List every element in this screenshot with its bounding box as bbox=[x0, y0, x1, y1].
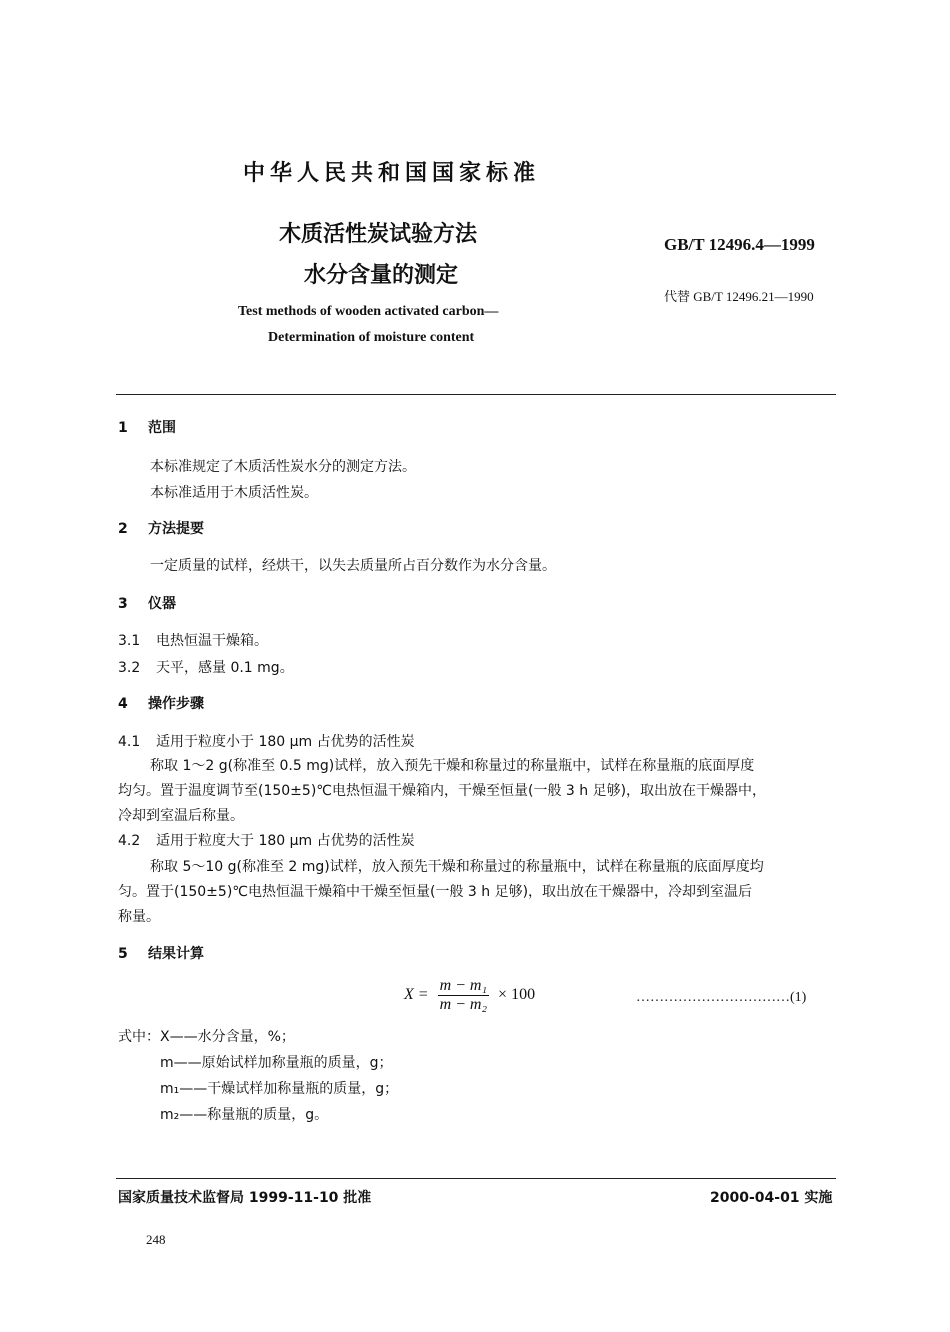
national-standard-heading: 中华人民共和国国家标准 bbox=[243, 161, 541, 186]
section-1-heading bbox=[118, 417, 176, 437]
where-clause-x bbox=[118, 1026, 295, 1046]
subsection-4-2 bbox=[118, 830, 415, 850]
paragraph-line: 冷却到室温后称量。 bbox=[118, 808, 244, 824]
subsection-4-1 bbox=[118, 731, 415, 751]
item-3-2 bbox=[118, 657, 294, 677]
variable-definition: m——原始试样加称量瓶的质量，g； bbox=[160, 1055, 393, 1071]
formula-reference: ……………………………(1) bbox=[636, 990, 807, 1005]
moisture-formula bbox=[404, 977, 535, 1014]
paragraph: 本标准适用于木质活性炭。 bbox=[150, 485, 318, 501]
english-title-line2: Determination of moisture content bbox=[268, 330, 475, 345]
item-number: 3.2 bbox=[118, 660, 141, 676]
section-number: 4 bbox=[118, 696, 128, 712]
item-3-1 bbox=[118, 630, 268, 650]
section-title: 方法提要 bbox=[148, 521, 204, 537]
document-title-line2: 水分含量的测定 bbox=[304, 263, 459, 288]
formula-numerator: m − m₁ bbox=[439, 977, 488, 994]
section-number: 1 bbox=[118, 420, 128, 436]
section-2-heading bbox=[118, 518, 204, 538]
variable-definition: m₂——称量瓶的质量，g。 bbox=[160, 1107, 329, 1123]
item-text: 天平，感量 0.1 mg。 bbox=[156, 660, 294, 676]
implementation-date: 2000-04-01 实施 bbox=[710, 1190, 833, 1206]
replaces-note: 代替 GB/T 12496.21—1990 bbox=[664, 289, 814, 304]
section-5-heading bbox=[118, 943, 204, 963]
english-title-line1: Test methods of wooden activated carbon— bbox=[238, 304, 499, 319]
paragraph-line: 均匀。置于温度调节至(150±5)℃电热恒温干燥箱内，干燥至恒量(一般 3 h 足够)，取出放在干燥器中， bbox=[118, 783, 767, 799]
item-text: 电热恒温干燥箱。 bbox=[156, 633, 268, 649]
subsection-title: 适用于粒度小于 180 μm 占优势的活性炭 bbox=[156, 734, 415, 750]
paragraph: 一定质量的试样，经烘干，以失去质量所占百分数作为水分含量。 bbox=[150, 558, 556, 574]
paragraph: 本标准规定了木质活性炭水分的测定方法。 bbox=[150, 459, 416, 475]
section-title: 结果计算 bbox=[148, 946, 204, 962]
where-label: 式中： bbox=[118, 1029, 160, 1045]
section-title: 仪器 bbox=[148, 596, 176, 612]
paragraph-line: 称取 5～10 g(称准至 2 mg)试样，放入预先干燥和称量过的称量瓶中，试样在称量瓶的底面厚度均 bbox=[150, 859, 764, 875]
subsection-title: 适用于粒度大于 180 μm 占优势的活性炭 bbox=[156, 833, 415, 849]
paragraph-line: 称取 1～2 g(称准至 0.5 mg)试样，放入预先干燥和称量过的称量瓶中，试样在称量瓶的底面厚度 bbox=[150, 758, 755, 774]
item-number: 3.1 bbox=[118, 633, 141, 649]
section-4-heading bbox=[118, 693, 204, 713]
section-3-heading bbox=[118, 593, 176, 613]
section-title: 范围 bbox=[148, 420, 176, 436]
footer-divider bbox=[116, 1178, 836, 1179]
formula-fraction bbox=[438, 977, 489, 1014]
subsection-number: 4.1 bbox=[118, 734, 141, 750]
paragraph-line: 匀。置于(150±5)℃电热恒温干燥箱中干燥至恒量(一般 3 h 足够)，取出放在干燥器中，冷却到室温后 bbox=[118, 884, 753, 900]
approval-date: 国家质量技术监督局 1999-11-10 批准 bbox=[118, 1190, 372, 1206]
formula-lhs: X = bbox=[404, 986, 429, 1004]
page-number: 248 bbox=[146, 1232, 166, 1247]
paragraph-line: 称量。 bbox=[118, 909, 160, 925]
standard-code: GB/T 12496.4—1999 bbox=[664, 235, 815, 254]
formula-denominator: m − m₂ bbox=[439, 996, 488, 1013]
variable-definition: m₁——干燥试样加称量瓶的质量，g； bbox=[160, 1081, 399, 1097]
section-number: 5 bbox=[118, 946, 128, 962]
section-number: 2 bbox=[118, 521, 128, 537]
document-title-line1: 木质活性炭试验方法 bbox=[279, 222, 478, 247]
formula-multiplier: × 100 bbox=[498, 986, 536, 1004]
header-divider bbox=[116, 394, 836, 395]
section-title: 操作步骤 bbox=[148, 696, 204, 712]
variable-definition: X——水分含量，%； bbox=[160, 1029, 295, 1045]
subsection-number: 4.2 bbox=[118, 833, 141, 849]
section-number: 3 bbox=[118, 596, 128, 612]
